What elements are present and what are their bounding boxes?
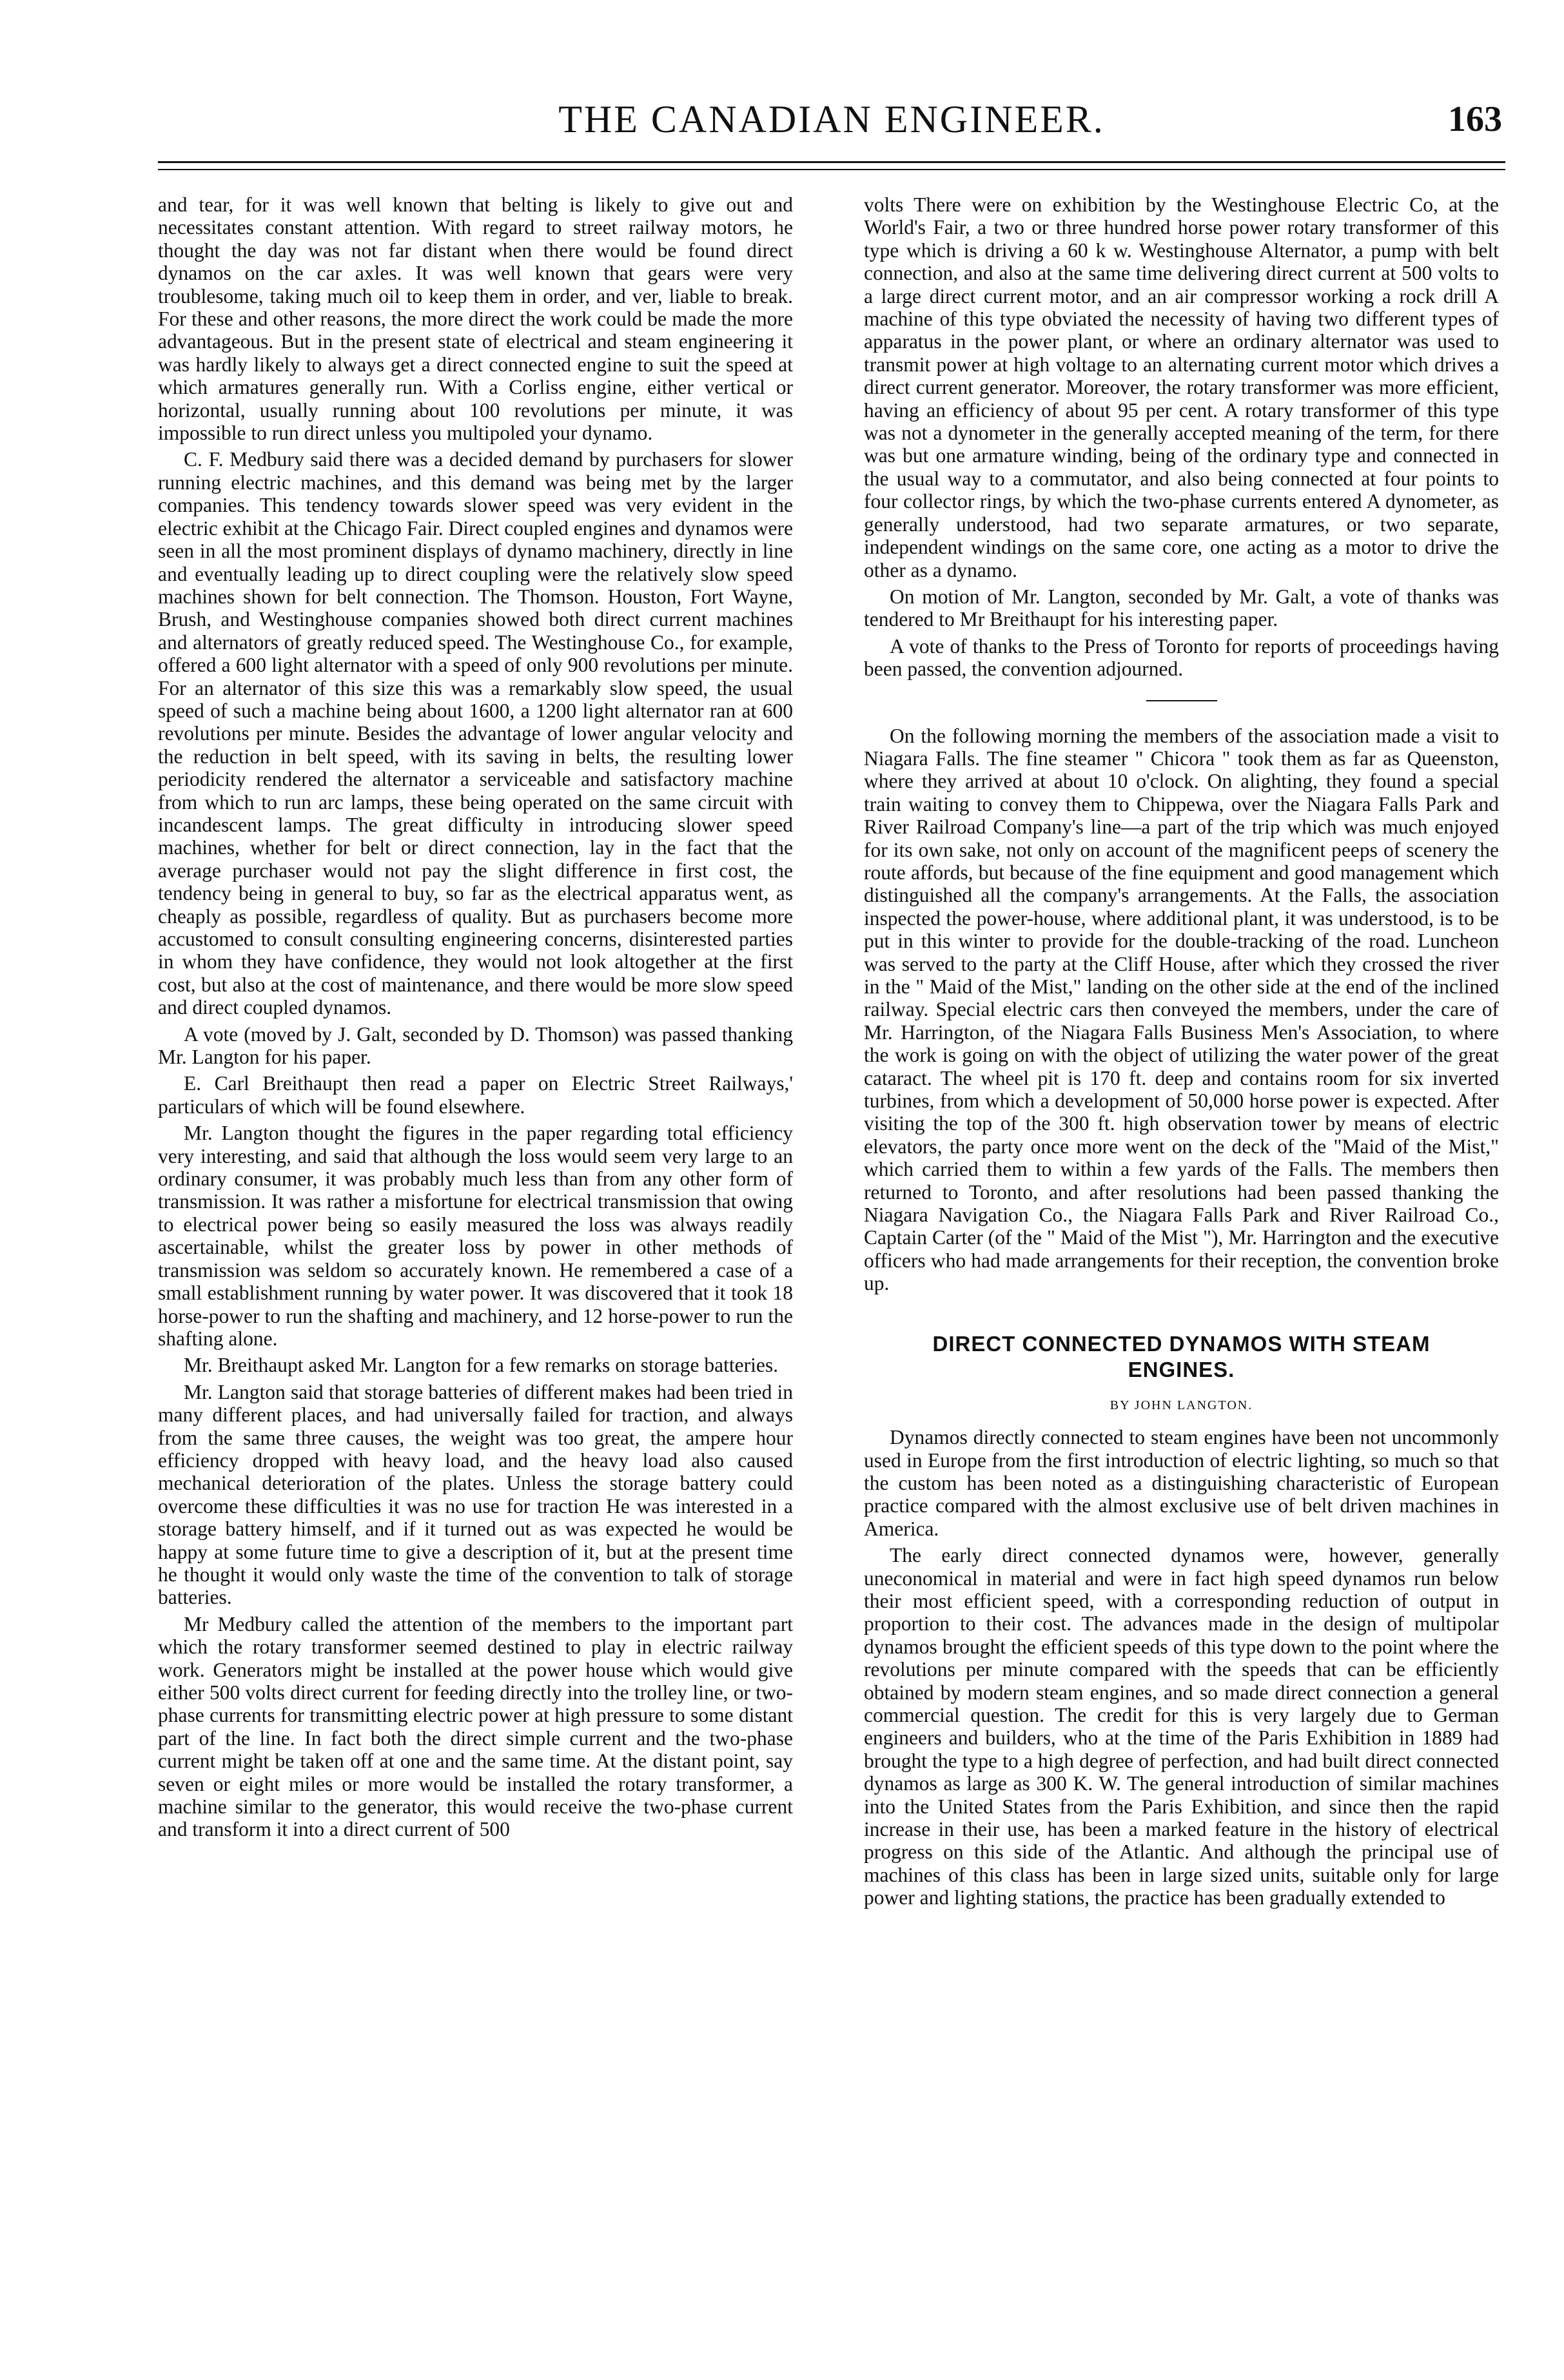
paragraph: On the following morning the members of the association made a visit to Niagara Falls. The fine steamer " Chicora " took them as far as Queenston, where they arrived at about 10 o'clock. On alighting, they found a special train waiting to convey them to Chippewa, over the Niagara Falls Park and River Railroad Company's line—a part of the trip which was much enjoyed for its own sake, not only on account of the magnificent peeps of scenery the route affords, but because of the fine equipment and good management which distinguished all the company's arrangements. At the Falls, the association inspected the power-house, where additional plant, it was understood, is to be put in this winter to provide for the double-tracking of the road. Luncheon was served to the party at the Cliff House, after which they crossed the river in the " Maid of the Mist," landing on the other side at the end of the inclined railway. Special electric cars then conveyed the members, under the care of Mr. Harrington, of the Niagara Falls Business Men's Association, to where the work is going on with the object of utilizing the water power of the great cataract. The wheel pit is 170 ft. deep and contains room for six inverted turbines, from which a development of 50,000 horse power is expected. After visiting the top of the 300 ft. high observation tower by means of electric elevators, the party once more went on the deck of the "Maid of the Mist," which carried them to within a few yards of the Falls. The members then returned to Toronto, and after resolutions had been passed thanking the Niagara Navigation Co., the Niagara Falls Park and River Railroad Co., Captain Carter (of the " Maid of the Mist "), Mr. Harrington and the executive officers who had made arrangements for their reception, the convention broke up. <box>864 724 1499 1295</box>
paragraph: Dynamos directly connected to steam engines have been not uncommonly used in Europe from the first introduction of electric lighting, so much so that the custom has been noted as a distinguishing characteristic of European practice compared with the almost exclusive use of belt driven machines in America. <box>864 1426 1499 1540</box>
paragraph: and tear, for it was well known that belting is likely to give out and necessitates constant attention. With regard to street railway motors, he thought the day was not far distant when there would be found direct dynamos on the car axles. It was well known that gears were very troublesome, taking much oil to keep them in order, and ver, liable to break. For these and other reasons, the more direct the work could be made the more advantageous. But in the present state of electrical and steam engineering it was hardly likely to always get a direct connected engine to suit the speed at which armatures generally run. With a Corliss engine, either vertical or horizontal, usually running about 100 revolutions per minute, it was impossible to run direct unless you multipoled your dynamo. <box>158 193 793 445</box>
paragraph: E. Carl Breithaupt then read a paper on Electric Street Railways,' particulars of which will be found elsewhere. <box>158 1072 793 1118</box>
paragraph: Mr Medbury called the attention of the members to the important part which the rotary transformer seemed destined to play in electric railway work. Generators might be installed at the power house which would give either 500 volts direct current for feeding directly into the trolley line, or two-phase currents for transmitting electric power at high pressure to some distant part of the line. In fact both the direct simple current and the two-phase current might be taken off at one and the same time. At the distant point, say seven or eight miles or more would be installed the rotary transformer, a machine similar to the generator, this would receive the two-phase current and transform it into a direct current of 500 <box>158 1612 793 1841</box>
paragraph: A vote of thanks to the Press of Toronto for reports of proceedings having been passed, the convention adjourned. <box>864 634 1499 681</box>
paragraph: Mr. Breithaupt asked Mr. Langton for a few remarks on storage batteries. <box>184 1354 778 1377</box>
paragraph: A vote (moved by J. Galt, seconded by D. Thomson) was passed thanking Mr. Langton for his paper. <box>158 1022 793 1069</box>
left-column <box>158 193 793 1845</box>
paragraph: Mr. Langton thought the figures in the paper regarding total efficiency very interesting, and said that although the loss would seem very large to an ordinary consumer, it was probably much less than from any other form of transmission. It was rather a misfortune for electrical transmission that owing to electrical power being so easily measured the loss was always readily ascertainable, whilst the greater loss by power in other methods of transmission was seldom so accurately known. He remembered a case of a small establishment running by water power. It was discovered that it took 18 horse-power to run the shafting and machinery, and 12 horse-power to run the shafting alone. <box>158 1122 793 1350</box>
article-byline: BY JOHN LANGTON. <box>1109 1398 1253 1412</box>
right-column <box>864 193 1499 1913</box>
paragraph: On motion of Mr. Langton, seconded by Mr. Galt, a vote of thanks was tendered to Mr Breithaupt for his interesting paper. <box>864 585 1499 631</box>
article-heading: DIRECT CONNECTED DYNAMOS WITH STEAM ENGINES. <box>932 1331 1431 1381</box>
section-divider <box>1146 700 1217 701</box>
page-header <box>158 97 1505 148</box>
journal-title: THE CANADIAN ENGINEER. <box>558 98 1105 141</box>
paragraph: The early direct connected dynamos were, however, generally uneconomical in material and were in fact high speed dynamos run below their most efficient speed, with a corresponding reduction of output in proportion to their cost. The advances made in the design of multipolar dynamos brought the efficient speeds of this type down to the point where the revolutions per minute compared with the speeds that can be efficiently obtained by modern steam engines, and so made direct connection a general commercial question. The credit for this is very largely due to German engineers and builders, who at the time of the Paris Exhibition in 1889 had brought the type to a high degree of perfection, and had built direct connected dynamos as large as 300 K. W. The general introduction of similar machines into the United States from the Paris Exhibition, and since then the rapid increase in their use, has been a marked feature in the history of electrical progress on this side of the Atlantic. And although the principal use of machines of this class has been in large sized units, suitable only for large power and lighting stations, the practice has been gradually extended to <box>864 1544 1499 1909</box>
paragraph: C. F. Medbury said there was a decided demand by purchasers for slower running electric machines, and this demand was being met by the larger companies. This tendency towards slower speed was very evident in the electric exhibit at the Chicago Fair. Direct coupled engines and dynamos were seen in all the most prominent displays of dynamo machinery, directly in line and eventually leading up to direct coupling were the relatively slow speed machines shown for belt connection. The Thomson. Houston, Fort Wayne, Brush, and Westinghouse companies showed both direct current machines and alternators of greatly reduced speed. The Westinghouse Co., for example, offered a 600 light alternator with a speed of only 900 revolutions per minute. For an alternator of this size this was a remarkably slow speed, the usual speed of such a machine being about 1600, a 1200 light alternator ran at 600 revolutions per minute. Besides the advantage of lower angular velocity and the reduction in belt speed, with its saving in belts, the resulting lower periodicity rendered the alternator a serviceable and satisfactory machine from which to run arc lamps, these being operated on the same circuit with incandescent lamps. The great difficulty in introducing slower speed machines, whether for belt or direct connection, lay in the fact that the average purchaser would not pay the slight difference in first cost, the tendency being in general to buy, so far as the electrical apparatus went, as cheaply as possible, regardless of quality. But as purchasers become more accustomed to consult consulting engineering concerns, disinterested parties in whom they have confidence, they would not look altogether at the first cost, but also at the cost of maintenance, and there would be more slow speed and direct coupled dynamos. <box>158 448 793 1019</box>
paragraph: Mr. Langton said that storage batteries of different makes had been tried in many different places, and had universally failed for traction, and always from the same three causes, the weight was too great, the ampere hour efficiency dropped with heavy load, and the heavy load also caused mechanical deterioration of the plates. Unless the storage battery could overcome these difficulties it was no use for traction He was interested in a storage battery himself, and if it turned out as was expected he would be happy at some future time to give a description of it, but at the present time he thought it would only waste the time of the convention to talk of storage batteries. <box>158 1380 793 1609</box>
paragraph: volts There were on exhibition by the Westinghouse Electric Co, at the World's Fair, a two or three hundred horse power rotary transformer of this type which is driving a 60 k w. Westinghouse Alternator, a pump with belt connection, and also at the same time delivering direct current at 500 volts to a large direct current motor, and an air compressor working a rock drill A machine of this type obviated the necessity of having two different types of apparatus in the power plant, or where an ordinary alternator was used to transmit power at high voltage to an alternating current motor which drives a direct current generator. Moreover, the rotary transformer was more efficient, having an efficiency of about 95 per cent. A rotary transformer of this type was not a dynometer in the generally accepted meaning of the term, for there was but one armature winding, being of the ordinary type and connected in the usual way to a commutator, and also being connected at four points to four collector rings, by which the two-phase currents entered A dynometer, as generally understood, had two separate armatures, or two separate, independent windings on the same core, one acting as a motor to drive the other as a dynamo. <box>864 193 1499 581</box>
header-rule <box>158 161 1505 163</box>
page-number: 163 <box>1448 99 1502 139</box>
header-rule-thin <box>158 169 1505 170</box>
